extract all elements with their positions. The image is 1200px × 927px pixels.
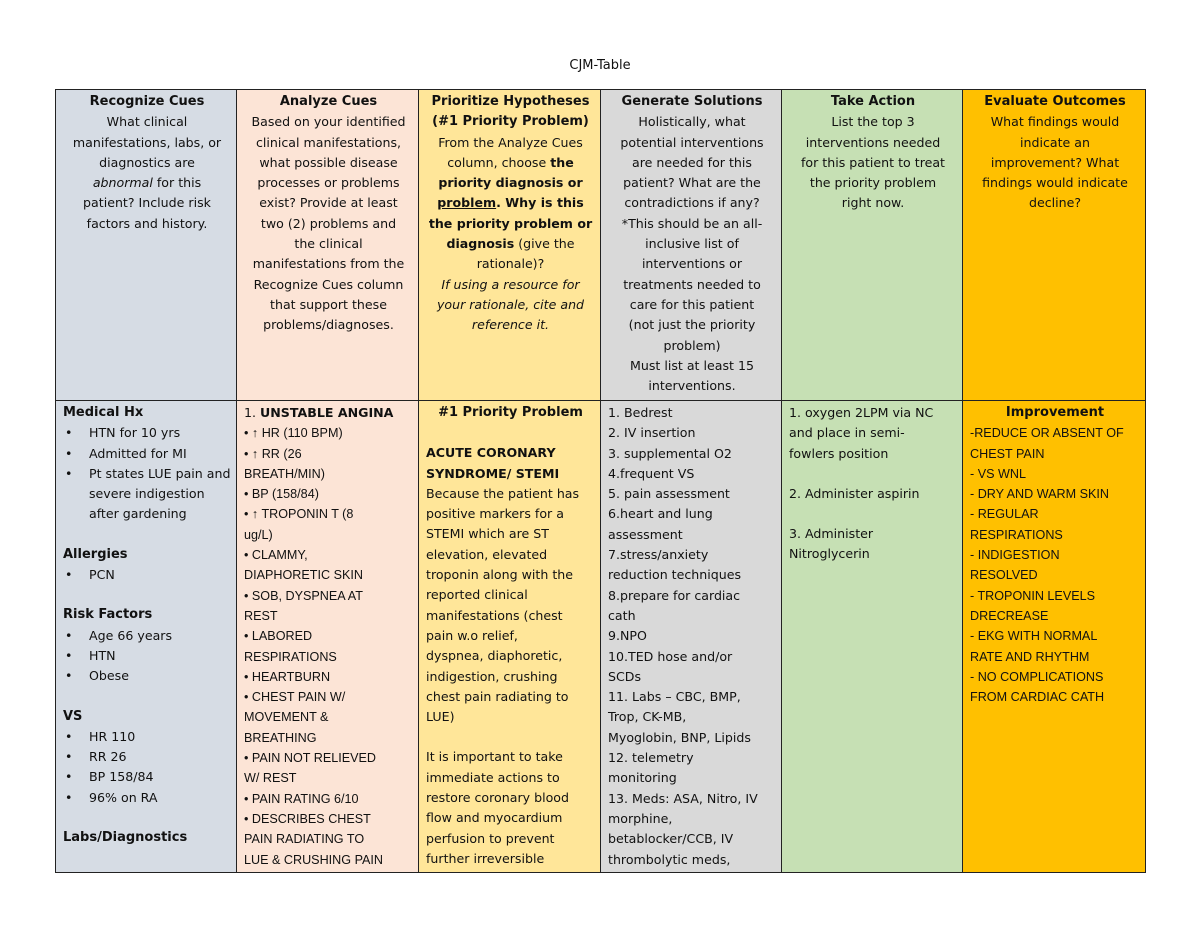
outcome-line: RESOLVED [970,568,1038,583]
header-take-action [782,90,963,401]
list-item: • SOB, DYSPNEA AT [244,588,363,603]
header-text: patient? Include risk [83,195,211,211]
list-item: • HR 110 [63,727,231,747]
intervention-line: 11. Labs – CBC, BMP, [608,689,741,705]
header-title: Analyze Cues [279,94,378,109]
action-line: 3. Administer [789,526,874,542]
rationale-line: Because the patient has [426,485,580,501]
intervention-line: 5. pain assessment [608,486,730,502]
header-text: Based on your identified [251,114,406,130]
intervention-line: 9.NPO [608,628,647,644]
list-item: • 96% on RA [63,788,231,808]
intervention-line: betablocker/CCB, IV [608,831,734,847]
allergies-title: Allergies [63,546,128,562]
header-text: findings would indicate [982,175,1128,191]
rationale-line: reported clinical [426,587,528,603]
header-subtitle: (#1 Priority Problem) [432,114,589,130]
header-text-bold: priority diagnosis or [438,175,583,191]
list-item: BREATHING [244,730,317,745]
outcome-line: FROM CARDIAC CATH [970,690,1105,705]
outcome-line: - TROPONIN LEVELS [970,588,1096,603]
list-item: • Obese [63,666,231,686]
list-item: • HTN [63,646,231,666]
header-text: manifestations from the [252,256,405,272]
rationale-line: STEMI which are ST [426,526,549,542]
list-item: • PCN [63,565,231,585]
list-item: • ↑ TROPONIN T (8 [244,507,354,522]
list-item: • BP 158/84 [63,767,231,787]
importance-line: restore coronary blood [426,790,569,806]
action-line: fowlers position [789,445,889,461]
header-text-bold: . Why is this [496,195,584,211]
header-recognize-cues [56,90,237,401]
outcome-line: - DRY AND WARM SKIN [970,487,1110,502]
header-text: interventions needed [805,134,941,150]
header-text: two (2) problems and [260,215,397,231]
header-text: factors and history. [86,215,208,231]
list-item: • CLAMMY, [244,548,308,563]
spacer [63,808,231,828]
header-text: potential interventions [620,134,764,150]
header-text: exist? Provide at least [259,195,398,211]
rationale-line: chest pain radiating to [426,688,569,704]
header-text: the clinical [294,236,363,252]
problem-number: 1. [244,405,261,420]
header-text-bold: diagnosis [446,236,515,252]
rationale-line: LUE) [426,709,455,725]
list-item: • DESCRIBES CHEST [244,811,371,826]
header-text-bold: the priority problem or [428,215,593,231]
outcome-line: CHEST PAIN [970,446,1045,461]
intervention-line: 10.TED hose and/or [608,648,733,664]
header-text: improvement? What [990,154,1120,170]
intervention-line: reduction techniques [608,567,742,583]
header-text: indicate an [1019,134,1090,150]
list-item: • ↑ HR (110 BPM) [244,426,343,441]
list-item: DIAPHORETIC SKIN [244,568,363,583]
header-text: (give the [514,236,575,252]
list-item: PAIN RADIATING TO [244,832,365,847]
header-text: clinical manifestations, [255,134,402,150]
outcome-line: - EKG WITH NORMAL [970,629,1098,644]
evaluate-outcomes-cell [963,401,1146,873]
header-text: for this patient to treat [800,154,945,170]
header-text: Recognize Cues column [253,276,404,292]
intervention-line: 3. supplemental O2 [608,445,732,461]
problem-name: UNSTABLE ANGINA [260,405,394,420]
medical-hx-list [63,423,231,524]
cjm-table [55,89,1146,873]
list-item: • HEARTBURN [244,669,331,684]
intervention-line: morphine, [608,810,673,826]
manifestation-list [244,423,413,870]
list-item: LUE & CRUSHING PAIN [244,852,384,867]
recognize-cues-cell [56,401,237,873]
list-item: • CHEST PAIN W/ [244,690,346,705]
intervention-line: 6.heart and lung [608,506,713,522]
rationale-line: manifestations (chest [426,607,563,623]
list-item: BREATH/MIN) [244,466,325,481]
rationale-line: positive markers for a [426,506,564,522]
header-row [56,90,1146,401]
rationale-line: troponin along with the [426,567,573,583]
risk-factors-title: Risk Factors [63,607,153,623]
header-text: that support these [270,296,387,312]
rationale-line: elevation, elevated [426,546,548,562]
header-text-bold: the [550,154,574,170]
header-text: rationale)? [476,256,545,272]
header-text-italic: abnormal [92,175,153,191]
spacer [63,585,231,605]
improvement-list [970,423,1140,707]
header-prioritize-hypotheses [419,90,601,401]
intervention-line: 13. Meds: ASA, Nitro, IV [608,790,758,806]
header-text [426,234,595,254]
list-item: REST [244,608,278,623]
list-item: • HTN for 10 yrs [63,423,231,443]
header-text-bold [426,193,595,213]
header-text: treatments needed to [623,276,761,292]
header-title: Evaluate Outcomes [984,94,1126,109]
list-item: W/ REST [244,771,297,786]
header-text [63,173,231,193]
list-item: MOVEMENT & [244,710,329,725]
outcome-line: - NO COMPLICATIONS [970,669,1104,684]
intervention-line: 7.stress/anxiety [608,547,709,563]
header-text: What clinical [106,114,188,130]
list-item: • LABORED [244,629,313,644]
intervention-line: thrombolytic meds, [608,851,731,867]
action-line: 1. oxygen 2LPM via NC [789,405,934,420]
outcome-line: RATE AND RHYTHM [970,649,1090,664]
list-item: • Pt states LUE pain and severe indigestion after gardening [63,464,231,525]
list-item: ug/L) [244,527,273,542]
header-text: *This should be an all- [621,215,763,231]
importance-line: It is important to take [426,749,563,765]
spacer [789,464,957,484]
header-text: problems/diagnoses. [263,317,394,333]
header-text-underline: problem [437,195,497,211]
importance-line: perfusion to prevent [426,830,555,846]
intervention-line: cath [608,607,636,623]
header-text [426,153,595,173]
spacer [63,687,231,707]
header-analyze-cues [237,90,419,401]
intervention-line: Trop, CK-MB, [608,709,687,725]
header-text: patient? What are the [623,175,761,191]
list-item: • Admitted for MI [63,444,231,464]
importance-line: flow and myocardium [426,810,563,826]
priority-diagnosis: SYNDROME/ STEMI [426,465,560,481]
generate-solutions-cell [601,401,782,873]
rationale-line: indigestion, crushing [426,668,558,684]
header-text: are needed for this [632,154,752,170]
header-title: Take Action [830,94,916,109]
header-text: interventions. [648,378,736,394]
intervention-line: Myoglobin, BNP, Lipids [608,729,751,745]
action-line: Nitroglycerin [789,546,870,562]
header-text-italic: If using a resource for [441,276,580,292]
header-text: List the top 3 [831,114,915,130]
allergies-list [63,565,231,585]
header-title: Recognize Cues [89,94,205,109]
importance-line: further irreversible [426,850,545,866]
intervention-line: assessment [608,526,683,542]
header-text-italic: your rationale, cite and [436,296,585,312]
header-text: inclusive list of [645,236,739,252]
header-text: From the Analyze Cues [438,134,583,150]
header-text: care for this patient [629,296,755,312]
list-item: • PAIN RATING 6/10 [244,791,359,806]
prioritize-hypotheses-cell [419,401,601,873]
vs-title: VS [63,708,83,724]
spacer [426,423,595,443]
intervention-line: SCDs [608,668,642,684]
outcome-line: RESPIRATIONS [970,527,1063,542]
outcome-line: - INDIGESTION [970,548,1060,563]
intervention-line: 2. IV insertion [608,425,696,441]
header-title: Generate Solutions [621,94,763,109]
header-text: Must list at least 15 [629,357,754,373]
header-text: the priority problem [809,175,937,191]
intervention-line: monitoring [608,770,677,786]
risk-factors-list [63,626,231,687]
spacer [789,504,957,524]
content-row [56,401,1146,873]
intervention-line: 4.frequent VS [608,465,695,481]
header-text: What findings would [990,114,1120,130]
header-evaluate-outcomes [963,90,1146,401]
intervention-line: 12. telemetry [608,750,694,766]
list-item: RESPIRATIONS [244,649,337,664]
problem-heading [244,403,413,423]
header-text: (not just the priority [628,317,756,333]
header-text: problem) [663,337,721,353]
header-title: Prioritize Hypotheses [431,94,590,109]
priority-problem-title: #1 Priority Problem [438,405,583,420]
header-text: what possible disease [259,154,398,170]
spacer [426,727,595,747]
header-text: column, choose [447,154,551,170]
list-item: • ↑ RR (26 [244,446,302,461]
spacer [63,525,231,545]
header-text: diagnostics are [99,154,195,170]
header-text: Holistically, what [638,114,746,130]
improvement-title: Improvement [1005,405,1105,420]
list-item: • BP (158/84) [244,487,319,502]
rationale-line: dyspnea, diaphoretic, [426,648,563,664]
header-text: interventions or [641,256,743,272]
analyze-cues-cell [237,401,419,873]
action-line: 2. Administer aspirin [789,485,920,501]
header-generate-solutions [601,90,782,401]
header-text: right now. [841,195,905,211]
page-title: CJM-Table [569,58,631,73]
list-item: • RR 26 [63,747,231,767]
header-text: decline? [1028,195,1082,211]
vs-list [63,727,231,808]
action-line: and place in semi- [789,425,905,441]
intervention-line: 8.prepare for cardiac [608,587,741,603]
list-item: • Age 66 years [63,626,231,646]
priority-diagnosis: ACUTE CORONARY [426,445,556,461]
header-text-italic: reference it. [471,317,550,333]
outcome-line: -REDUCE OR ABSENT OF [970,426,1124,441]
header-text: for this [152,175,202,191]
outcome-line: - REGULAR [970,507,1039,522]
rationale-line: pain w.o relief, [426,627,518,643]
labs-diagnostics-title: Labs/Diagnostics [63,830,188,846]
header-text: contradictions if any? [624,195,760,211]
take-action-cell [782,401,963,873]
outcome-line: - VS WNL [970,466,1026,481]
importance-line: immediate actions to [426,769,560,785]
header-text: manifestations, labs, or [72,134,222,150]
intervention-line: 1. Bedrest [608,405,673,420]
outcome-line: DRECREASE [970,608,1049,623]
medical-hx-title: Medical Hx [63,405,144,420]
list-item: • PAIN NOT RELIEVED [244,751,377,766]
header-text: processes or problems [257,175,400,191]
